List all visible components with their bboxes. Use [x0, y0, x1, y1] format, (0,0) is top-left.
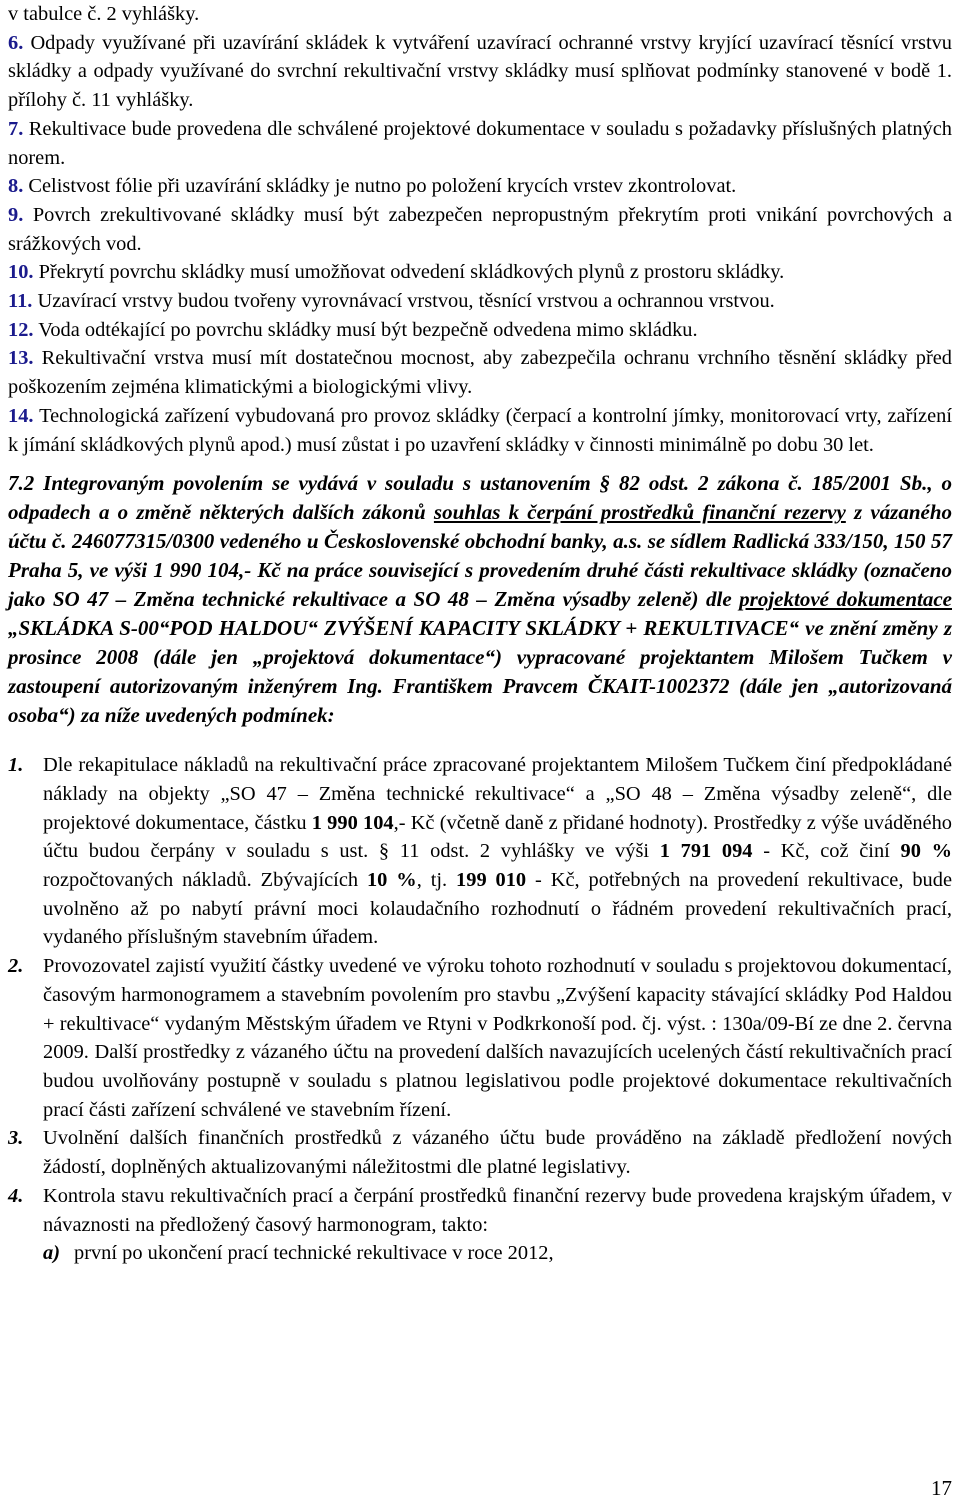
item-number: 9. [8, 203, 24, 226]
condition-number: 2. [8, 955, 24, 978]
item-text: Celistvost fólie při uzavírání skládky je nutno po položení krycích vrstev zkontrolovat. [28, 175, 737, 198]
item-text: Překrytí povrchu skládky musí umožňovat odvedení skládkových plynů z prostoru skládky. [38, 261, 785, 284]
list-item [8, 287, 952, 316]
item-number: 14. [8, 404, 34, 427]
item-text: Rekultivace bude provedena dle schválené projektové dokumentace v souladu s požadavky příslušných platných norem. [8, 117, 952, 169]
condition-number: 3. [8, 1127, 24, 1150]
condition-item [8, 751, 952, 952]
item-text: Voda odtékající po povrchu skládky musí být bezpečně odvedena mimo skládku. [38, 318, 698, 341]
item-number: 10. [8, 261, 34, 284]
intro-line: v tabulce č. 2 vyhlášky. [8, 3, 200, 25]
item-number: 12. [8, 318, 34, 341]
condition-item [8, 1182, 952, 1239]
list-item [8, 172, 952, 201]
condition-text: Provozovatel zajistí využití částky uvedené ve výroku tohoto rozhodnutí v souladu s projektovou dokumentací, časovým harmonogramem a stavebním povolením pro stavbu „Zvýšení kapacity stávající skládky Pod Haldou + rekultivace“ vydaným Městským úřadem ve Rtyni v Podkrkonoší pod. čj. výst. : 130a/09-Bí ze dne 2. června 2009. Další prostředky z vázaného účtu na provedení dalších navazujících ucelených částí rekultivačních prací budou uvolňovány postupně v souladu s platnou legislativou podle projektové dokumentace rekultivačních prací části zařízení schválené ve stavebním řízení. [43, 955, 952, 1121]
condition-text: Kontrola stavu rekultivačních prací a čerpání prostředků finanční rezervy bude provedena krajským úřadem, v návaznosti na předložený časový harmonogram, takto: [43, 1184, 952, 1236]
condition-text: - Kč, potřebných na provedení rekultivace, bude uvolněno až po nabytí právní moci kolaudačního rozhodnutí o řádném provedení rekultivačních prací, vydaného příslušným stavebním úřadem. [43, 869, 952, 949]
amount-total: 1 990 104 [311, 811, 394, 834]
item-text: Odpady využívané při uzavírání skládek k vytváření uzavírací ochranné vrstvy kryjící uzavírací těsnící vrstvu skládky a odpady využívané do svrchní rekultivační vrstvy skládky musí splňovat podmínky stanovené v bodě 1. přílohy č. 11 vyhlášky. [8, 31, 952, 112]
item-text: Technologická zařízení vybudovaná pro provoz skládky (čerpací a kontrolní jímky, monitorovací vrty, zařízení k jímání skládkových plynů apod.) musí zůstat i po uzavření skládky v činnosti minimálně po dobu 30 let. [8, 404, 952, 456]
item-number: 11. [8, 290, 33, 313]
list-item [8, 115, 952, 172]
condition-number: 4. [8, 1184, 24, 1207]
document-page [8, 0, 952, 1268]
condition-text: ,- Kč (včetně daně z přidané hodnoty). Prostředky z výše uváděného účtu budou čerpány v souladu s ust. § 11 odst. 2 vyhlášky ve výši [43, 811, 953, 863]
section-text: z vázaného účtu č. 246077315/0300 vedeného u Československé obchodní banky, a.s. se sídlem Radlická 333/150, 150 57 Praha 5, ve výši 1 990 104,- Kč na práce související s provedením druhé části rekultivace skládky (označeno jako SO 47 – Změna technické rekultivace a SO 48 – Změna výsadby zeleně) dle [8, 500, 953, 612]
amount-released: 1 791 094 [659, 840, 753, 863]
section-7-2-paragraph [8, 469, 952, 730]
condition-text: - Kč, což činí [752, 840, 901, 863]
item-number: 8. [8, 175, 24, 198]
list-item [8, 258, 952, 287]
list-item [8, 29, 952, 115]
numbered-conditions-list [8, 29, 952, 460]
condition-text: Uvolnění dalších finančních prostředků z vázaného účtu bude prováděno na základě předložení nových žádostí, doplněných aktualizovanými náležitostmi dle platné legislativy. [43, 1127, 952, 1179]
conditions-list [8, 751, 952, 1268]
condition-number: 1. [8, 754, 24, 777]
sub-condition-item [8, 1239, 952, 1268]
item-text: Uzavírací vrstvy budou tvořeny vyrovnávací vrstvou, těsnící vrstvou a ochrannou vrstvou. [37, 290, 775, 313]
percent-remaining: 10 % [366, 869, 417, 892]
item-number: 13. [8, 347, 34, 370]
list-item [8, 344, 952, 401]
list-item [8, 402, 952, 459]
section-underlined-text: souhlas k čerpání prostředků finanční rezervy [433, 500, 846, 525]
item-number: 7. [8, 117, 24, 140]
section-underlined-text: projektové dokumentace [739, 587, 952, 612]
section-text: „SKLÁDKA S-00“POD HALDOU“ ZVÝŠENÍ KAPACITY SKLÁDKY + REKULTIVACE“ ve znění změny z prosince 2008 (dále jen „projektová dokumentace“) vypracované projektantem Milošem Tučkem v zastoupení autorizovaným inženýrem Ing. Františkem Pravcem ČKAIT-1002372 (dále jen „autorizovaná osoba“) za níže uvedených podmínek: [8, 616, 952, 728]
condition-text: rozpočtovaných nákladů. Zbývajících [43, 869, 367, 892]
section-text: 7.2 Integrovaným povolením se vydává v souladu s ustanovením § 82 odst. 2 zákona č. 185/2001 Sb., o odpadech a o změně některých dalších zákonů [8, 471, 952, 525]
condition-text: , tj. [416, 869, 457, 892]
condition-text: Dle rekapitulace nákladů na rekultivační práce zpracované projektantem Milošem Tučkem činí předpokládané náklady na objekty „SO 47 – Změna technické rekultivace“ a „SO 48 – Změna výsadby zeleně“, dle projektové dokumentace, částku [43, 754, 952, 834]
item-text: Rekultivační vrstva musí mít dostatečnou mocnost, aby zabezpečila ochranu vrchního těsnění skládky před poškozením zejména klimatickými a biologickými vlivy. [8, 347, 952, 399]
list-item [8, 316, 952, 345]
percent-released: 90 % [900, 840, 952, 863]
condition-item [8, 952, 952, 1124]
condition-item [8, 1124, 952, 1181]
list-item [8, 201, 952, 258]
page-number: 17 [931, 1476, 952, 1500]
sub-item-text: první po ukončení prací technické rekultivace v roce 2012, [74, 1242, 554, 1265]
item-text: Povrch zrekultivované skládky musí být zabezpečen nepropustným překrytím proti vnikání povrchových a srážkových vod. [8, 203, 952, 255]
amount-remaining: 199 010 [456, 869, 527, 892]
item-number: 6. [8, 31, 24, 54]
sub-item-label: a) [43, 1242, 60, 1265]
